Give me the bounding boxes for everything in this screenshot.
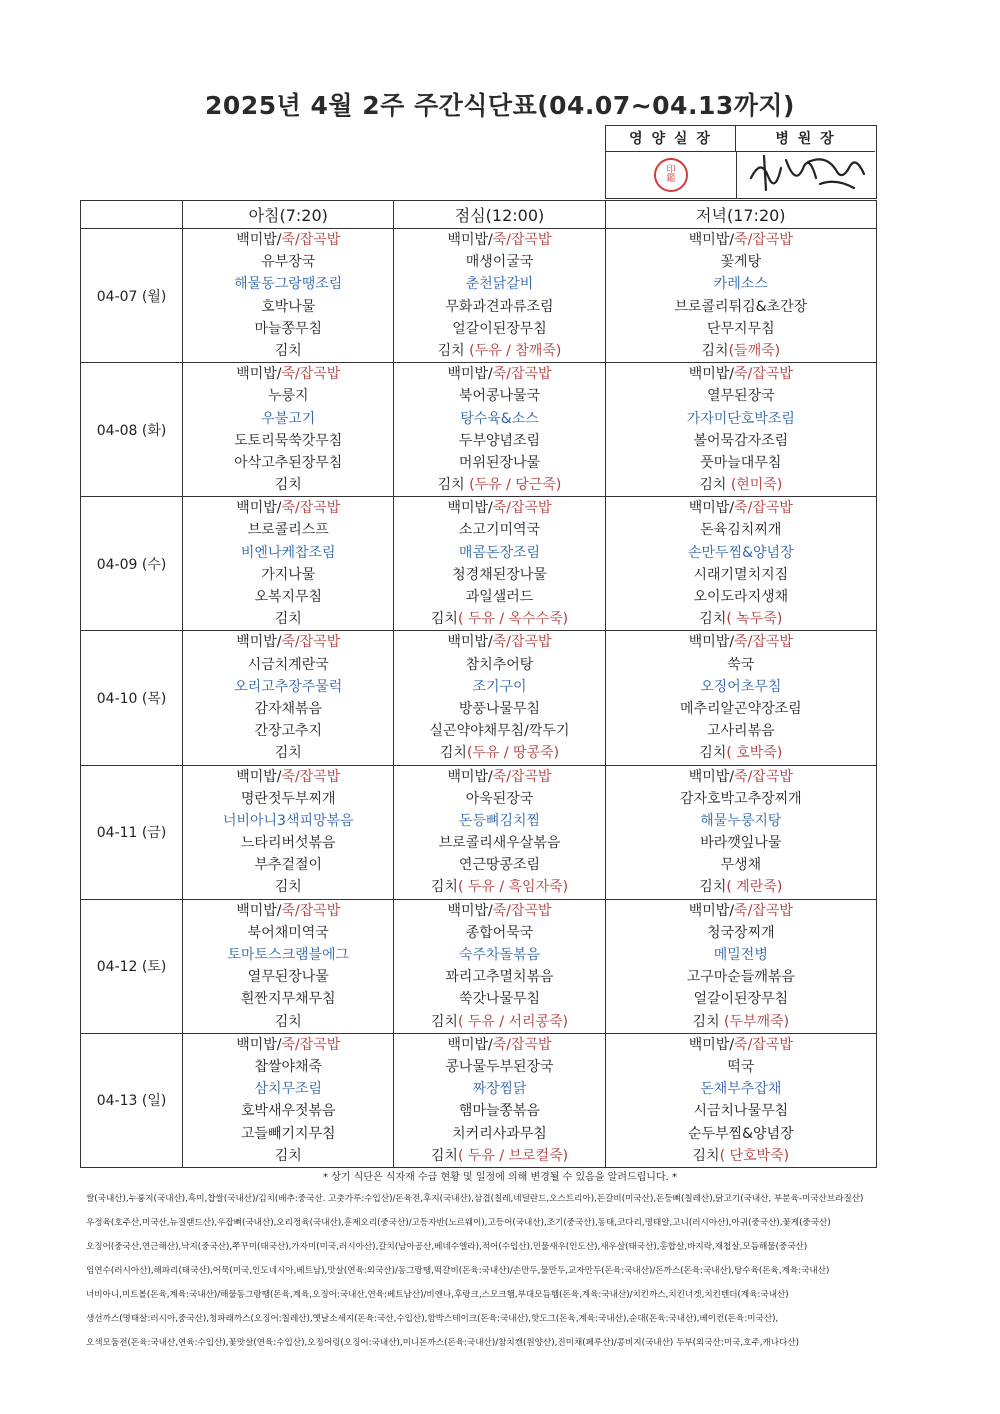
menu-item: 호박새우젓볶음 bbox=[240, 1103, 336, 1120]
menu-item: 아삭고추된장무침 bbox=[234, 454, 343, 471]
breakfast-cell bbox=[183, 899, 394, 1033]
menu-item: 김치 bbox=[274, 745, 302, 762]
signature-icon bbox=[746, 148, 871, 196]
menu-item: 감자호박고추장찌개 bbox=[679, 790, 802, 807]
origin-line: 임연수(러시아산),해파리(태국산),어묵(미국,인도네시아,베트남),맛살(연육:외국산)/동그랑땡,떡갈비(돈육:국내산)/손만두,물만두,교자만두(돈육:국내산)/돈까스(돈육:국내산),탕수육(돈육,계육:국내산) bbox=[86, 1266, 830, 1276]
menu-item: 우불고기 bbox=[261, 410, 316, 427]
approval-label-director: 병 원 장 bbox=[736, 126, 875, 152]
menu-item: 도토리묵쑥갓무침 bbox=[234, 432, 343, 449]
menu-item: 호박나물 bbox=[261, 298, 316, 315]
kimchi-porridge-item: 김치(들깨죽) bbox=[701, 342, 781, 359]
day-row bbox=[81, 765, 877, 899]
menu-item: 너비아니3색피망볶음 bbox=[222, 812, 354, 829]
lunch-cell bbox=[394, 229, 605, 363]
menu-item: 종합어묵국 bbox=[465, 924, 534, 941]
menu-item: 시래기멸치지짐 bbox=[693, 566, 789, 583]
rice-item: 백미밥/죽/잡곡밥 bbox=[236, 500, 341, 517]
dinner-cell bbox=[605, 1033, 876, 1167]
header-lunch: 점심(12:00) bbox=[394, 201, 605, 229]
day-label: 04-09 (수) bbox=[81, 497, 183, 631]
rice-item: 백미밥/죽/잡곡밥 bbox=[447, 634, 552, 651]
day-row bbox=[81, 363, 877, 497]
day-label: 04-11 (금) bbox=[81, 765, 183, 899]
origin-line: 쌀(국내산),누룽지(국내산),흑미,찹쌀(국내산)/김치(배추:중국산. 고춧가루:수입산)/돈육전,후지(국내산),삼겹(칠레,네덜란드,오스트리아),돈갈비(미국산),돈등뼈(칠레산),닭고기(국내산, 부분육-미국산브라질산) bbox=[86, 1194, 864, 1204]
rice-item: 백미밥/죽/잡곡밥 bbox=[447, 366, 552, 383]
change-notice: * 상기 식단은 식자재 수급 현황 및 일정에 의해 변경될 수 있음을 알려드립니다. * bbox=[323, 1172, 677, 1183]
menu-item: 오징어초무침 bbox=[700, 678, 782, 695]
menu-item: 과일샐러드 bbox=[465, 589, 534, 605]
menu-item: 돈등뼈김치찜 bbox=[458, 812, 541, 829]
origin-line: 우정육(호주산,미국산,뉴질랜드산),우잡뼈(국내산),오리정육(국내산),훈제오리(중국산)/고등자반(노르웨이),고등어(국내산),조기(중국산),동태,코다리,명태알,고니(러시아산),아귀(중국산),꽃게(중국산) bbox=[86, 1218, 831, 1228]
breakfast-cell bbox=[183, 363, 394, 497]
menu-item: 부추겉절이 bbox=[254, 857, 323, 874]
menu-item: 메추리알곤약장조림 bbox=[679, 700, 802, 717]
rice-item: 백미밥/죽/잡곡밥 bbox=[447, 232, 552, 248]
menu-item: 가자미단호박조림 bbox=[686, 410, 795, 427]
menu-item: 해물누룽지탕 bbox=[700, 812, 782, 829]
menu-item: 명란젓두부찌개 bbox=[240, 790, 336, 807]
header-dinner: 저녁(17:20) bbox=[605, 201, 876, 229]
menu-item: 청국장찌개 bbox=[707, 924, 775, 941]
rice-item: 백미밥/죽/잡곡밥 bbox=[447, 768, 552, 785]
weekly-menu-table bbox=[80, 200, 877, 1168]
approval-label-nutrition: 영 양 실 장 bbox=[606, 126, 736, 152]
menu-item: 돈육김치찌개 bbox=[700, 522, 782, 539]
menu-item: 누룽지 bbox=[267, 388, 309, 405]
day-label: 04-10 (목) bbox=[81, 631, 183, 765]
kimchi-porridge-item: 김치( 두유 / 서리콩죽) bbox=[430, 1013, 569, 1030]
menu-item: 카레소스 bbox=[713, 276, 768, 293]
lunch-cell bbox=[394, 1033, 605, 1167]
menu-item: 풋마늘대무침 bbox=[700, 454, 782, 471]
menu-item: 오이도라지생채 bbox=[693, 589, 789, 605]
rice-item: 백미밥/죽/잡곡밥 bbox=[236, 768, 341, 785]
day-row bbox=[81, 229, 877, 363]
menu-item: 실곤약야채무침/깍두기 bbox=[429, 723, 570, 740]
rice-item: 백미밥/죽/잡곡밥 bbox=[236, 232, 341, 248]
kimchi-porridge-item: 김치 (두유 / 당근죽) bbox=[437, 477, 562, 494]
breakfast-cell bbox=[183, 229, 394, 363]
rice-item: 백미밥/죽/잡곡밥 bbox=[688, 232, 793, 248]
kimchi-porridge-item: 김치( 단호박죽) bbox=[692, 1147, 790, 1164]
approval-divider bbox=[736, 152, 737, 198]
menu-item: 소고기미역국 bbox=[458, 522, 541, 539]
menu-item: 열무된장나물 bbox=[247, 969, 329, 986]
rice-item: 백미밥/죽/잡곡밥 bbox=[236, 902, 341, 919]
menu-header-row bbox=[81, 201, 877, 229]
lunch-cell bbox=[394, 765, 605, 899]
menu-item: 찹쌀야채죽 bbox=[254, 1058, 323, 1075]
menu-item: 꽈리고추멸치볶음 bbox=[445, 969, 554, 986]
rice-item: 백미밥/죽/잡곡밥 bbox=[688, 634, 793, 651]
menu-item: 단무지무침 bbox=[707, 320, 775, 337]
rice-item: 백미밥/죽/잡곡밥 bbox=[236, 366, 341, 383]
day-label: 04-07 (월) bbox=[81, 229, 183, 363]
approval-box bbox=[605, 125, 877, 199]
menu-item: 떡국 bbox=[727, 1058, 755, 1075]
menu-item: 손만두찜&양념장 bbox=[688, 544, 794, 561]
kimchi-porridge-item: 김치( 두유 / 브로컬죽) bbox=[430, 1147, 569, 1164]
dinner-cell bbox=[605, 765, 876, 899]
day-label: 04-13 (일) bbox=[81, 1033, 183, 1167]
menu-item: 비엔나케찹조림 bbox=[240, 544, 336, 561]
menu-item: 토마토스크램블에그 bbox=[227, 947, 350, 963]
menu-item: 북어콩나물국 bbox=[458, 388, 541, 405]
menu-item: 쑥갓나물무침 bbox=[458, 991, 541, 1008]
origin-line: 오색모둠전(돈육:국내산,연육:수입산),꽃맛살(연육:수입산),오징어링(오징어:국내산),미니돈까스(돈육:국내산)/참치캔(원양산),진미채(페루산)/콩비지(국내산) 두부(외국산:미국,호주,캐나다산) bbox=[86, 1338, 799, 1348]
origin-line: 너비아니,미트볼(돈육,계육:국내산)/해물동그랑땡(돈육,계육,오징어:국내산,연육:베트남산)/비엔나,후랑크,스모크햄,부대모듬햄(돈육,계육:국내산)/치킨까스,치킨너겟,치킨텐더(계육:국내산) bbox=[86, 1290, 789, 1300]
rice-item: 백미밥/죽/잡곡밥 bbox=[236, 634, 341, 651]
rice-item: 백미밥/죽/잡곡밥 bbox=[447, 500, 552, 517]
menu-item: 두부양념조림 bbox=[458, 432, 541, 449]
menu-item: 꽃게탕 bbox=[720, 254, 762, 271]
menu-item: 메밀전병 bbox=[713, 947, 768, 963]
origin-line: 생선까스(명태살:러시아,중국산),청파래까스(오징어:칠레산),옛날소세지(돈육:국산,수입산),함박스테이크(돈육:국내산),핫도그(돈육,계육:국내산),순대(돈육:국내산),베이컨(돈육:미국산), bbox=[86, 1314, 779, 1324]
menu-item: 고사리볶음 bbox=[707, 723, 775, 740]
menu-item: 시금치계란국 bbox=[247, 656, 329, 673]
menu-item: 오복지무침 bbox=[254, 589, 323, 605]
dinner-cell bbox=[605, 497, 876, 631]
header-breakfast: 아침(7:20) bbox=[183, 201, 394, 229]
menu-item: 가지나물 bbox=[261, 566, 316, 583]
menu-item: 얼갈이된장무침 bbox=[693, 991, 789, 1008]
menu-item: 감자채볶음 bbox=[254, 700, 323, 717]
menu-item: 볼어묵감자조림 bbox=[693, 432, 789, 449]
menu-item: 순두부찜&양념장 bbox=[688, 1125, 794, 1142]
lunch-cell bbox=[394, 497, 605, 631]
kimchi-porridge-item: 김치 (현미죽) bbox=[699, 477, 783, 494]
menu-item: 방풍나물무침 bbox=[458, 700, 541, 717]
rice-item: 백미밥/죽/잡곡밥 bbox=[447, 1036, 552, 1053]
menu-item: 탕수육&소스 bbox=[460, 410, 539, 427]
menu-item: 느타리버섯볶음 bbox=[240, 835, 336, 852]
rice-item: 백미밥/죽/잡곡밥 bbox=[688, 500, 793, 517]
rice-item: 백미밥/죽/잡곡밥 bbox=[688, 902, 793, 919]
breakfast-cell bbox=[183, 765, 394, 899]
kimchi-porridge-item: 김치 (두부깨죽) bbox=[692, 1013, 790, 1030]
menu-item: 시금치나물무침 bbox=[693, 1103, 789, 1120]
menu-item: 브로콜리새우살볶음 bbox=[438, 835, 561, 852]
menu-item: 유부장국 bbox=[261, 254, 316, 271]
menu-item: 매콤돈장조림 bbox=[458, 544, 541, 561]
menu-item: 삼치무조림 bbox=[254, 1081, 323, 1098]
rice-item: 백미밥/죽/잡곡밥 bbox=[688, 768, 793, 785]
menu-item: 김치 bbox=[274, 611, 302, 628]
menu-item: 북어채미역국 bbox=[247, 924, 329, 941]
day-row bbox=[81, 631, 877, 765]
menu-item: 김치 bbox=[274, 342, 302, 359]
kimchi-porridge-item: 김치( 녹두죽) bbox=[699, 611, 783, 628]
day-row bbox=[81, 497, 877, 631]
menu-item: 쑥국 bbox=[727, 656, 755, 673]
day-row bbox=[81, 1033, 877, 1167]
lunch-cell bbox=[394, 899, 605, 1033]
menu-item: 얼갈이된장무침 bbox=[452, 320, 547, 337]
menu-item: 김치 bbox=[274, 477, 302, 494]
menu-item: 콩나물두부된장국 bbox=[445, 1058, 554, 1075]
breakfast-cell bbox=[183, 497, 394, 631]
menu-item: 브로콜리튀김&초간장 bbox=[674, 298, 808, 315]
header-empty bbox=[81, 201, 183, 229]
lunch-cell bbox=[394, 631, 605, 765]
menu-item: 연근땅콩조림 bbox=[458, 857, 541, 874]
menu-item: 숙주차돌볶음 bbox=[458, 947, 541, 963]
dinner-cell bbox=[605, 229, 876, 363]
kimchi-porridge-item: 김치( 두유 / 흑임자죽) bbox=[430, 879, 569, 896]
kimchi-porridge-item: 김치 (두유 / 참깨죽) bbox=[437, 342, 562, 359]
day-row bbox=[81, 899, 877, 1033]
kimchi-porridge-item: 김치( 계란죽) bbox=[699, 879, 783, 896]
menu-item: 오리고추장주물럭 bbox=[234, 678, 343, 695]
page-title: 2025년 4월 2주 주간식단표(04.07~04.13까지) bbox=[205, 91, 795, 120]
menu-item: 돈채부추잡채 bbox=[700, 1081, 782, 1098]
kimchi-porridge-item: 김치(두유 / 땅콩죽) bbox=[439, 745, 560, 762]
dinner-cell bbox=[605, 631, 876, 765]
day-label: 04-12 (토) bbox=[81, 899, 183, 1033]
menu-item: 바라깻잎나물 bbox=[700, 835, 782, 852]
menu-item: 햄마늘쫑볶음 bbox=[458, 1103, 541, 1120]
seal-stamp-icon: 印 鑑 bbox=[654, 158, 688, 192]
rice-item: 백미밥/죽/잡곡밥 bbox=[236, 1036, 341, 1053]
menu-item: 치커리사과무침 bbox=[452, 1125, 547, 1142]
dinner-cell bbox=[605, 363, 876, 497]
menu-item: 무화과견과류조림 bbox=[445, 298, 554, 315]
day-label: 04-08 (화) bbox=[81, 363, 183, 497]
menu-item: 김치 bbox=[274, 879, 302, 896]
rice-item: 백미밥/죽/잡곡밥 bbox=[447, 902, 552, 919]
menu-item: 참치추어탕 bbox=[465, 656, 534, 673]
menu-item: 짜장찜닭 bbox=[472, 1081, 527, 1098]
lunch-cell bbox=[394, 363, 605, 497]
menu-item: 브로콜리스프 bbox=[247, 522, 329, 539]
menu-item: 춘천닭갈비 bbox=[465, 276, 534, 293]
menu-item: 열무된장국 bbox=[707, 388, 775, 405]
menu-item: 해물동그랑땡조림 bbox=[234, 276, 343, 293]
menu-item: 간장고추지 bbox=[254, 723, 323, 740]
breakfast-cell bbox=[183, 631, 394, 765]
menu-item: 고구마순들깨볶음 bbox=[686, 969, 795, 986]
kimchi-porridge-item: 김치( 호박죽) bbox=[699, 745, 783, 762]
origin-line: 오징어(중국산,연근해산),낙지(중국산),쭈꾸미(태국산),가자미(미국,러시아산),갈치(남아공산,베네수엘라),적어(수입산),민물새우(인도산),새우살(태국산),홍합살,바지락,재첩살,모듬해물(중국산) bbox=[86, 1242, 808, 1252]
menu-item: 김치 bbox=[274, 1013, 302, 1030]
menu-item: 흰짠지무채무침 bbox=[240, 991, 336, 1008]
menu-item: 고들빼기지무침 bbox=[240, 1125, 336, 1142]
breakfast-cell bbox=[183, 1033, 394, 1167]
menu-item: 아욱된장국 bbox=[465, 790, 534, 807]
menu-item: 마늘쫑무침 bbox=[254, 320, 323, 337]
menu-item: 무생채 bbox=[720, 857, 762, 874]
rice-item: 백미밥/죽/잡곡밥 bbox=[688, 1036, 793, 1053]
menu-item: 머위된장나물 bbox=[458, 454, 541, 471]
menu-item: 조기구이 bbox=[472, 678, 527, 695]
menu-item: 김치 bbox=[274, 1147, 302, 1164]
rice-item: 백미밥/죽/잡곡밥 bbox=[688, 366, 793, 383]
dinner-cell bbox=[605, 899, 876, 1033]
menu-item: 청경채된장나물 bbox=[452, 566, 547, 583]
menu-item: 매생이굴국 bbox=[465, 254, 534, 271]
kimchi-porridge-item: 김치( 두유 / 옥수수죽) bbox=[430, 611, 569, 628]
